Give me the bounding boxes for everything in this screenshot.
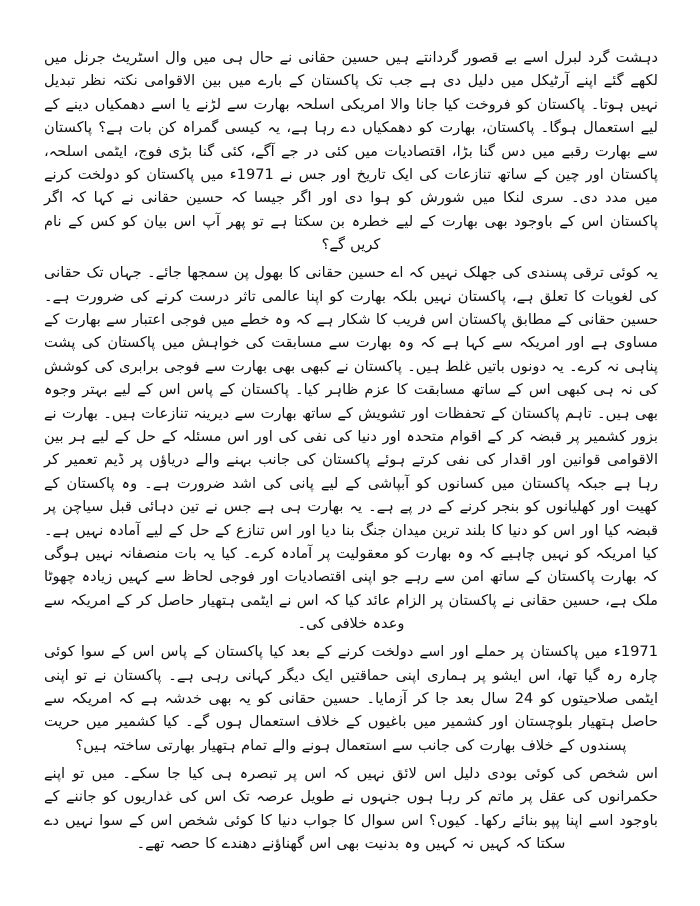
article-body [44, 46, 658, 855]
paragraph-4: اس شخص کی کوئی بودی دلیل اس لائق نہیں کہ اس پر تبصرہ ہی کیا جا سکے۔ میں تو اپنے حکمرانوں کی عقل پر ماتم کر رہا ہوں جنہوں نے طویل عرصہ تک اس کی غداریوں کو جاننے کے باوجود اسے اپنا پپو بنائے رکھا۔ کیوں؟ اس سوال کا جواب دنیا کا کوئی شخص اس کے سوا نہیں دے سکتا کہ کہیں نہ کہیں وہ بدنیت بھی اس گھناؤنے دھندے کا حصہ تھے۔ [44, 764, 658, 852]
paragraph-3: 1971ء میں پاکستان پر حملے اور اسے دولخت کرنے کے بعد کیا پاکستان کے پاس اس کے سوا کوئی چارہ رہ گیا تھا، اس ایشو پر ہماری اپنی حماقتیں ایک دیگر کہانی رہی ہے۔ پاکستان نے تو اپنی ایٹمی صلاحیتوں کو 24 سال بعد جا کر آزمایا۔ حسین حقانی کو یہ بھی خدشہ ہے کہ امریکہ سے حاصل ہتھیار بلوچستان اور کشمیر میں باغیوں کے خلاف استعمال ہوں گے۔ کیا کشمیر میں حریت پسندوں کے خلاف بھارت کی جانب سے استعمال ہونے والے تمام ہتھیار بھارتی ساختہ ہیں؟ [44, 643, 659, 754]
paragraph-1: دہشت گرد لبرل اسے بے قصور گردانتے ہیں حسین حقانی نے حال ہی میں وال اسٹریٹ جرنل میں لکھے گئے اپنے آرٹیکل میں دلیل دی ہے جب تک پاکستان کے بارے میں بین الاقوامی نکتہ نظر تبدیل نہیں ہوتا۔ پاکستان کو فروخت کیا جانا والا امریکی اسلحہ بھارت سے لڑنے یا اسے دھمکیاں دینے کے لیے استعمال ہوگا۔ پاکستان، بھارت کو دھمکیاں دے رہا ہے، یہ کیسی گمراہ کن بات ہے؟ پاکستان سے بھارت رقبے میں دس گنا بڑا، اقتصادیات میں کئی در جے آگے، کئی گنا بڑی فوج، ایٹمی اسلحہ، پاکستان اور چین کے ساتھ تنازعات کی ایک تاریخ اور جس نے 1971ء میں پاکستان کو دولخت کرنے میں مدد دی۔ سری لنکا میں شورش کو ہوا دی اور اگر جیسا کہ حسین حقانی نے کہا کہ اگر پاکستان اس کے باوجود بھی بھارت کے لیے خطرہ بن سکتا ہے تو پھر آپ اس بیان کو کس کے نام کریں گے؟ [44, 49, 658, 254]
paragraph-2: یہ کوئی ترقی پسندی کی جھلک نہیں کہ اے حسین حقانی کا بھول پن سمجھا جائے۔ جہاں تک حقانی کی لغویات کا تعلق ہے، پاکستان نہیں بلکہ بھارت کو اپنا عالمی تاثر درست کرنے کی ضرورت ہے۔ حسین حقانی کے مطابق پاکستان اس فریب کا شکار ہے کہ وہ خطے میں فوجی اعتبار سے بھارت کے مساوی ہے اور امریکہ سے کہا ہے کہ وہ بھارت سے مسابقت کی خواہش میں پاکستان کی پشت پناہی نہ کرے۔ یہ دونوں باتیں غلط ہیں۔ پاکستان نے کبھی بھی بھارت سے فوجی برابری کی کوشش کی نہ ہی کبھی اس کے ساتھ مسابقت کا عزم ظاہر کیا۔ پاکستان کے پاس اس کے لیے بہتر وجوہ بھی ہیں۔ تاہم پاکستان کے تحفظات اور تشویش کے ساتھ بھارت سے دیرینہ تنازعات ہیں۔ بھارت نے بزور کشمیر پر قبضہ کر کے اقوام متحدہ اور دنیا کی نفی کی اور اس مسئلہ کے حل کے لیے ہر بین الاقوامی قوانین اور اقدار کی نفی کرتے ہوئے پاکستان کی جانب بہنے والے دریاؤں پر ڈیم تعمیر کر رہا ہے جبکہ پاکستان میں کسانوں کو آبپاشی کے لیے پانی کی اشد ضرورت ہے۔ وہ پاکستان کے کھیت اور کھلیانوں کو بنجر کرنے کے در پے ہے۔ یہ بھارت ہی ہے جس نے تین دہائی قبل سیاچن پر قبضہ کیا اور اس کو دنیا کا بلند ترین میدان جنگ بنا دیا اور اس تنازع کے حل کے لیے آمادہ نہیں ہے۔ کیا امریکہ کو نہیں چاہیے کہ وہ بھارت کو معقولیت پر آمادہ کرے۔ کیا یہ بات منصفانہ نہیں ہوگی کہ بھارت پاکستان کے ساتھ امن سے رہے جو اپنی اقتصادیات اور فوجی لحاظ سے کہیں زیادہ چھوٹا ملک ہے، حسین حقانی نے پاکستان پر الزام عائد کیا کہ اس نے ایٹمی ہتھیار حاصل کر کے امریکہ سے وعدہ خلافی کی۔ [44, 264, 658, 633]
